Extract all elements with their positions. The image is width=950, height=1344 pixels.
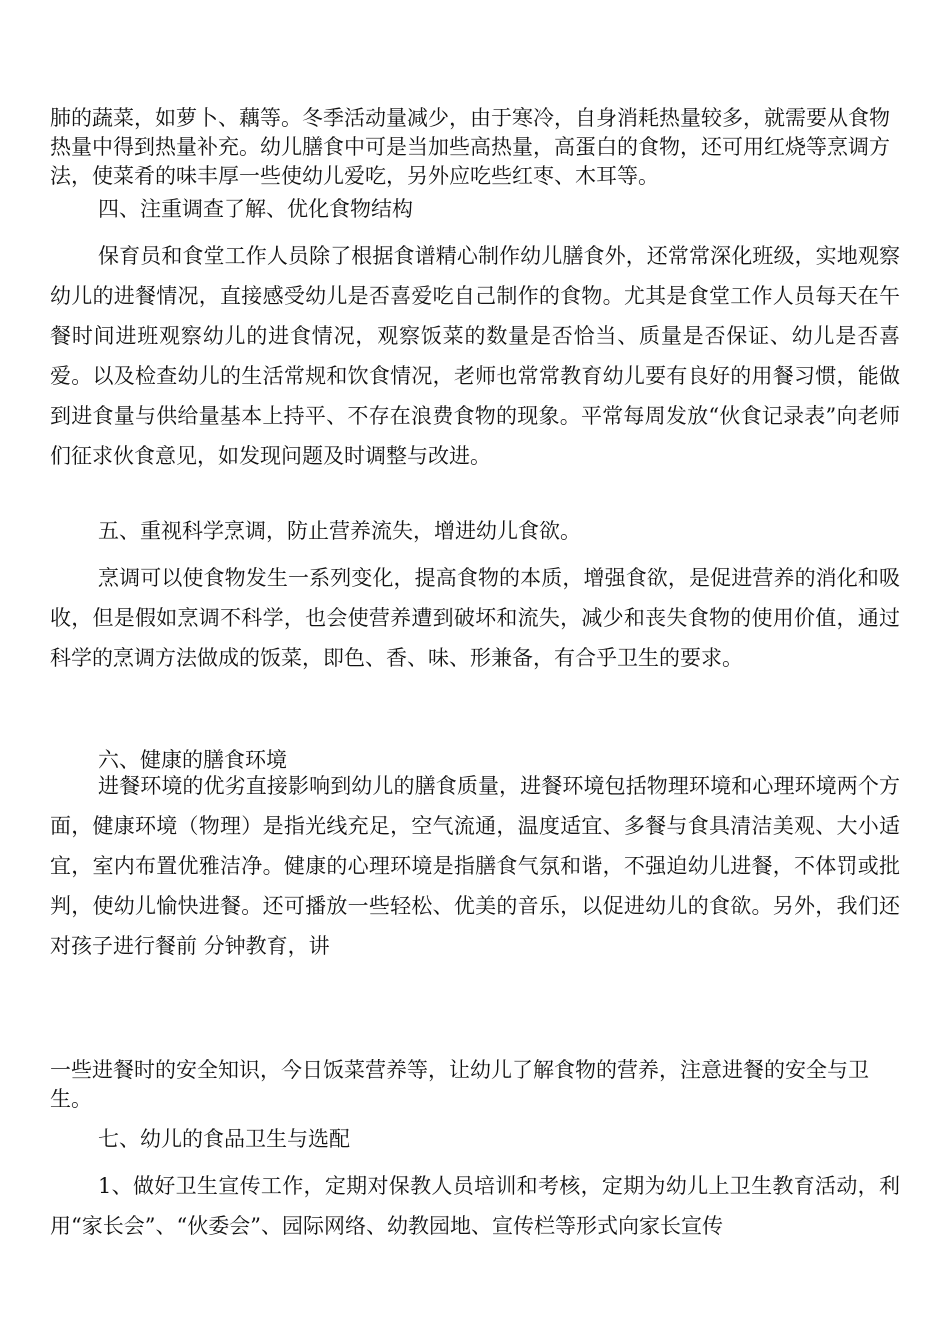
section-heading-5: 五、重视科学烹调，防止营养流失，增进幼儿食欲。 — [98, 519, 581, 543]
paragraph-cooking: 烹调可以使食物发生一系列变化，提高食物的本质，增强食欲，是促进营养的消化和吸收，但是假如烹调不科学，也会使营养遭到破坏和流失，减少和丧失食物的使用价值，通过科学的烹调方法做成的饭菜，即色、香、味、形兼备，有合乎卫生的要求。 — [50, 566, 900, 670]
paragraph-survey-structure: 保育员和食堂工作人员除了根据食谱精心制作幼儿膳食外，还常常深化班级，实地观察幼儿的进餐情况，直接感受幼儿是否喜爱吃自己制作的食物。尤其是食堂工作人员每天在午餐时间进班观察幼儿的进食情况，观察饭菜的数量是否恰当、质量是否保证、幼儿是否喜爱。以及检查幼儿的生活常规和饮食情况，老师也常常教育幼儿要有良好的用餐习惯，能做到进食量与供给量基本上持平、不存在浪费食物的现象。平常每周发放“伙食记录表”向老师们征求伙食意见，如发现问题及时调整与改进。 — [50, 244, 900, 468]
paragraph-winter-diet: 肺的蔬菜，如萝卜、藕等。冬季活动量减少，由于寒冷，自身消耗热量较多，就需要从食物热量中得到热量补充。幼儿膳食中可是当加些高热量，高蛋白的食物，还可用红烧等烹调方法，使菜肴的味丰厚一些使幼儿爱吃，另外应吃些红枣、木耳等。 — [50, 106, 890, 188]
paragraph-safety-continued: 一些进餐时的安全知识，今日饭菜营养等，让幼儿了解食物的营养，注意进餐的安全与卫生。 — [50, 1058, 869, 1111]
paragraph-dining-environment: 进餐环境的优劣直接影响到幼儿的膳食质量，进餐环境包括物理环境和心理环境两个方面，健康环境（物理）是指光线充足，空气流通，温度适宜、多餐与食具清洁美观、大小适宜，室内布置优雅洁净。健康的心理环境是指膳食气氛和谐，不强迫幼儿进餐，不体罚或批判，使幼儿愉快进餐。还可播放一些轻松、优美的音乐，以促进幼儿的食欲。另外，我们还对孩子进行餐前 分钟教育，讲 — [50, 774, 900, 958]
section-heading-6: 六、健康的膳食环境 — [98, 748, 287, 772]
paragraph-hygiene-promotion: 1、做好卫生宣传工作，定期对保教人员培训和考核，定期为幼儿上卫生教育活动，利用“家长会”、“伙委会”、园际网络、幼教园地、宣传栏等形式向家长宣传 — [50, 1174, 900, 1238]
section-heading-4: 四、注重调查了解、优化食物结构 — [98, 197, 413, 221]
section-heading-7: 七、幼儿的食品卫生与选配 — [98, 1127, 350, 1151]
